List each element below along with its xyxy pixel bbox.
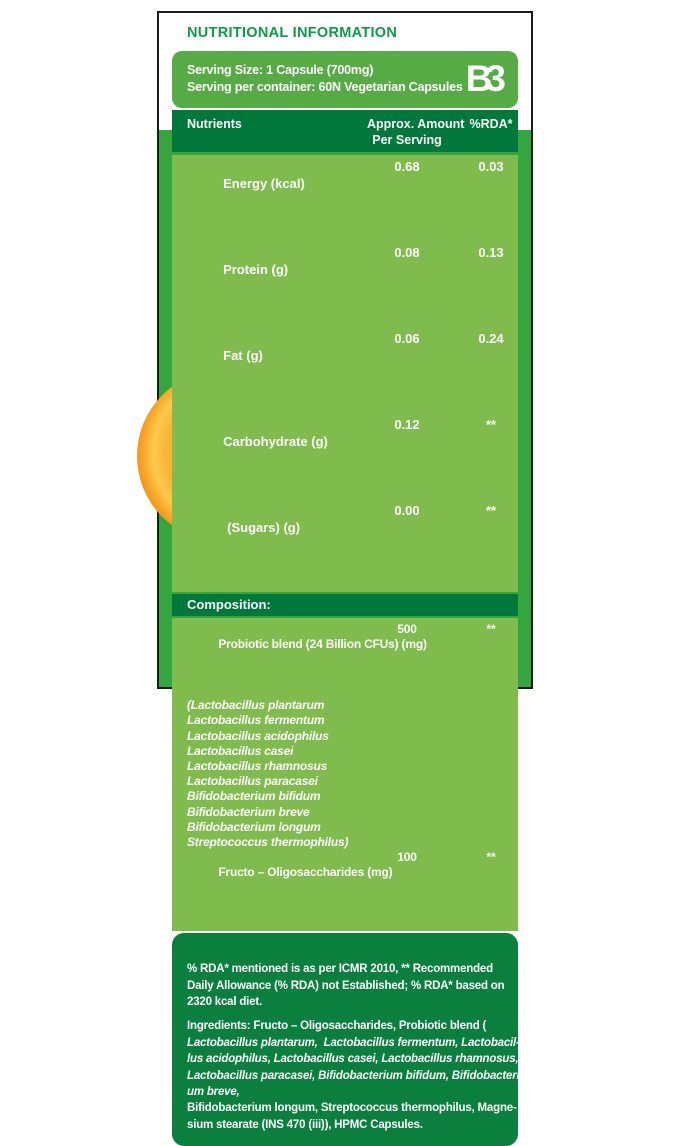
nutrient-rda: 0.03: [478, 159, 504, 174]
rda-note-line: Daily Allowance (% RDA) not Established; % RDA* based on: [187, 979, 505, 992]
composition-amount: 500: [397, 622, 417, 637]
strain-name: Lactobacillus rhamnosus: [187, 758, 328, 773]
table-row: [172, 729, 518, 744]
composition-amount: 100: [397, 850, 417, 865]
nutrients-header-row: [172, 110, 518, 152]
table-row: [172, 820, 518, 835]
composition-rda: **: [486, 850, 496, 865]
page-title: NUTRITIONAL INFORMATION: [187, 25, 398, 41]
ingredients-line: Lactobacillus plantarum, Lactobacillus fermentum, Lactobacil-: [187, 1036, 520, 1049]
rda-note-line: 2320 kcal diet.: [187, 995, 262, 1008]
table-row: [172, 759, 518, 774]
nutrient-amount: 0.08: [394, 245, 420, 261]
table-row: [172, 805, 518, 820]
table-row: [172, 502, 518, 588]
nutrient-label: Fat (g): [223, 348, 263, 364]
nutrient-amount: 0.12: [394, 417, 420, 433]
nutrient-rda: **: [485, 503, 497, 519]
ingredients-line: um breve,: [187, 1085, 240, 1098]
label-content: [172, 25, 524, 1146]
table-row: [172, 698, 518, 713]
rda-column-header: %RDA*: [469, 117, 513, 131]
brand-logo: B3: [465, 58, 499, 99]
nutrient-label: Protein (g): [223, 262, 289, 278]
strain-name: Bifidobacterium longum: [187, 819, 321, 834]
strain-name: Bifidobacterium bifidum: [187, 789, 321, 804]
nutrient-rda: **: [485, 417, 497, 433]
ingredients-line: lus acidophilus, Lactobacillus casei, Lactobacillus rhamnosus,: [187, 1053, 519, 1066]
table-row: [172, 416, 518, 502]
table-row: [172, 744, 518, 759]
table-row: [172, 713, 518, 728]
nutrients-table: [172, 155, 518, 592]
strain-name: (Lactobacillus plantarum: [187, 698, 325, 713]
serving-container-text: Serving per container: 60N Vegetarian Capsules: [187, 79, 463, 94]
amount-header-line1: Approx. Amount: [367, 117, 465, 131]
ingredients-line: sium stearate (INS 470 (iii)), HPMC Capsules.: [187, 1118, 423, 1131]
amount-column-header: [367, 116, 465, 148]
strain-name: Streptococcus thermophilus): [187, 834, 349, 849]
strain-name: Bifidobacterium breve: [187, 804, 310, 819]
nutrient-rda: 0.24: [478, 331, 504, 347]
ingredients-line: Bifidobacterium longum, Streptococcus thermophilus, Magne-: [187, 1102, 517, 1115]
nutrient-label: Energy (kcal): [223, 176, 305, 192]
ingredients-line: Lactobacillus paracasei, Bifidobacterium bifidum, Bifidobacteri-: [187, 1069, 524, 1082]
table-row: [172, 330, 518, 416]
table-row: [172, 835, 518, 850]
strain-name: Lactobacillus fermentum: [187, 713, 325, 728]
nutrients-column-header: Nutrients: [187, 117, 242, 131]
serving-size-text: Serving Size: 1 Capsule (700mg): [187, 63, 374, 77]
rda-note-line: % RDA* mentioned is as per ICMR 2010, ** Recommended: [187, 963, 493, 976]
table-row: [172, 244, 518, 330]
nutrient-amount: 0.00: [394, 503, 420, 519]
table-row: [172, 774, 518, 789]
composition-table: [172, 618, 518, 931]
composition-rda: **: [486, 622, 496, 637]
amount-header-line2: Per Serving: [372, 133, 442, 147]
composition-heading: Composition:: [172, 594, 518, 616]
strain-name: Lactobacillus acidophilus: [187, 728, 329, 743]
nutrient-label: (Sugars) (g): [227, 520, 301, 536]
table-row: [172, 789, 518, 804]
strain-name: Lactobacillus casei: [187, 743, 294, 758]
ingredients-paragraph: [187, 1018, 524, 1133]
nutrient-rda: 0.13: [478, 245, 504, 261]
strain-name: Lactobacillus paracasei: [187, 774, 318, 789]
table-row: [172, 158, 518, 244]
table-row: [172, 850, 518, 926]
nutrient-label: Carbohydrate (g): [223, 434, 328, 450]
nutrition-label: [157, 11, 533, 1131]
rda-note: [187, 961, 506, 1010]
serving-info-box: [172, 51, 518, 108]
ingredients-line: Ingredients: Fructo – Oligosaccharides, Probiotic blend (: [187, 1020, 487, 1033]
table-row: [172, 622, 518, 698]
footnotes-box: [172, 933, 524, 1146]
nutrient-amount: 0.06: [394, 331, 420, 347]
composition-label: Probiotic blend (24 Billion CFUs) (mg): [218, 637, 427, 652]
composition-label: Fructo – Oligosaccharides (mg): [218, 865, 393, 880]
nutrient-amount: 0.68: [394, 159, 420, 174]
